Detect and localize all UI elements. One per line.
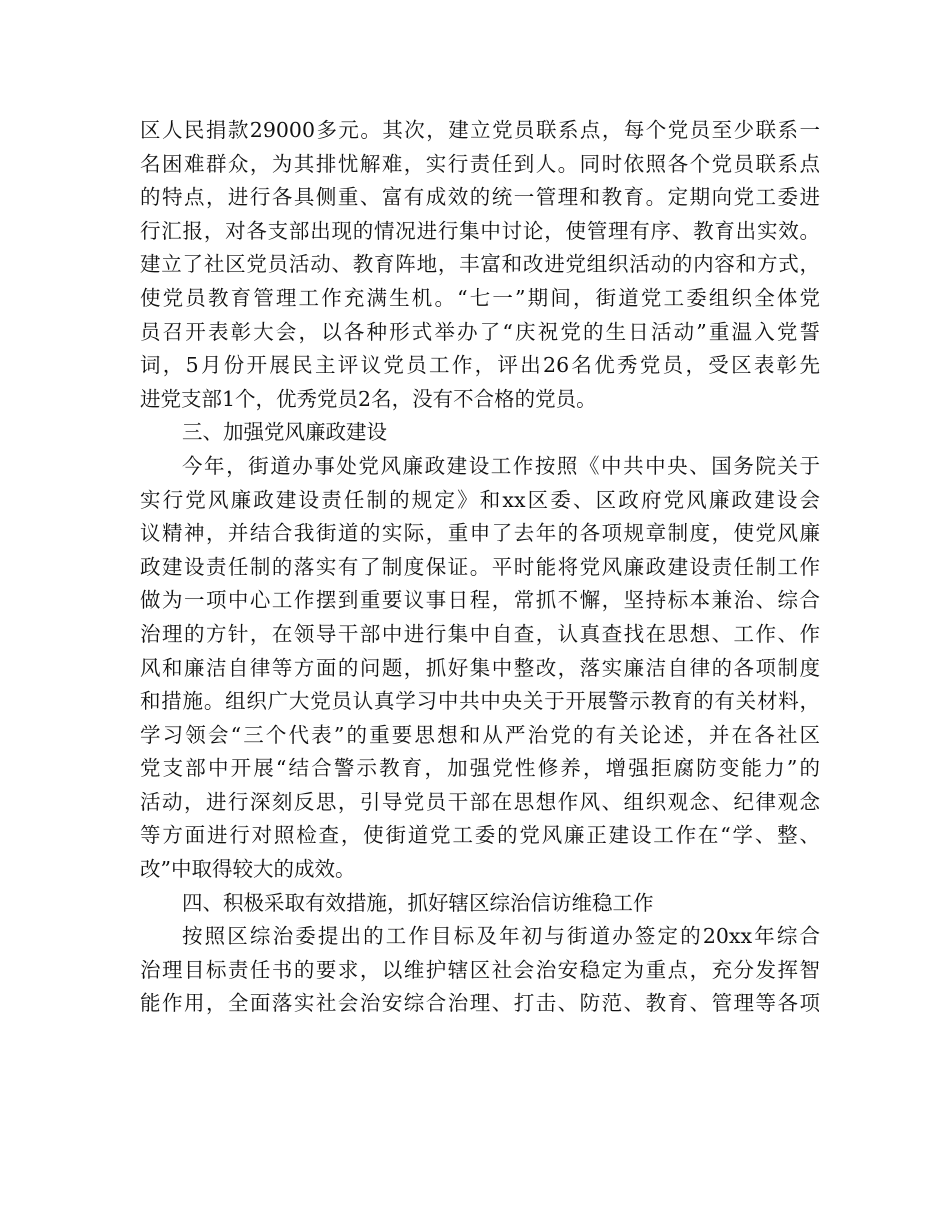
paragraph-line: 今年，街道办事处党风廉政建设工作按照《中共中央、国务院关于 [182,453,820,478]
paragraph-line: 实行党风廉政建设责任制的规定》和xx区委、区政府党风廉政建设会 [140,487,820,512]
paragraph-line: 等方面进行对照检查，使街道党工委的党风廉正建设工作在“学、整、 [140,823,820,848]
paragraph-line: 学习领会“三个代表”的重要思想和从严治党的有关论述，并在各社区 [140,722,820,747]
document-body [140,114,820,1021]
paragraph-line: 党支部中开展“结合警示教育，加强党性修养，增强拒腐防变能力”的 [140,756,820,781]
paragraph-line: 员召开表彰大会，以各种形式举办了“庆祝党的生日活动”重温入党誓 [140,319,820,344]
paragraph-line: 治理目标责任书的要求，以维护辖区社会治安稳定为重点，充分发挥智 [140,957,820,982]
paragraph-line: 名困难群众，为其排忧解难，实行责任到人。同时依照各个党员联系点 [140,151,820,176]
section-heading: 四、积极采取有效措施，抓好辖区综治信访维稳工作 [182,890,654,915]
paragraph-line: 做为一项中心工作摆到重要议事日程，常抓不懈，坚持标本兼治、综合 [140,588,820,613]
paragraph-line: 改”中取得较大的成效。 [140,857,356,882]
paragraph-line: 风和廉洁自律等方面的问题，抓好集中整改，落实廉洁自律的各项制度 [140,655,820,680]
paragraph-line: 使党员教育管理工作充满生机。“七一”期间，街道党工委组织全体党 [140,285,820,310]
paragraph-line: 政建设责任制的落实有了制度保证。平时能将党风廉政建设责任制工作 [140,554,820,579]
paragraph-line: 区人民捐款29000多元。其次，建立党员联系点，每个党员至少联系一 [140,118,820,142]
paragraph-line: 词，5月份开展民主评议党员工作，评出26名优秀党员，受区表彰先 [140,353,820,378]
paragraph-line: 议精神，并结合我街道的实际，重申了去年的各项规章制度，使党风廉 [140,521,820,546]
paragraph-line: 活动，进行深刻反思，引导党员干部在思想作风、组织观念、纪律观念 [140,789,820,814]
paragraph-line: 行汇报，对各支部出现的情况进行集中讨论，使管理有序、教育出实效。 [140,218,820,243]
paragraph-line: 按照区综治委提出的工作目标及年初与街道办签定的20xx年综合 [182,924,820,949]
paragraph-line: 和措施。组织广大党员认真学习中共中央关于开展警示教育的有关材料， [140,689,820,714]
paragraph-line: 建立了社区党员活动、教育阵地，丰富和改进党组织活动的内容和方式， [140,252,820,277]
paragraph-line: 的特点，进行各具侧重、富有成效的统一管理和教育。定期向党工委进 [140,185,820,210]
paragraph-line: 能作用，全面落实社会治安综合治理、打击、防范、教育、管理等各项 [140,991,820,1016]
paragraph-line: 治理的方针，在领导干部中进行集中自查，认真查找在思想、工作、作 [140,621,820,646]
section-heading: 三、加强党风廉政建设 [182,420,387,445]
paragraph-line: 进党支部1个，优秀党员2名，没有不合格的党员。 [140,386,597,411]
